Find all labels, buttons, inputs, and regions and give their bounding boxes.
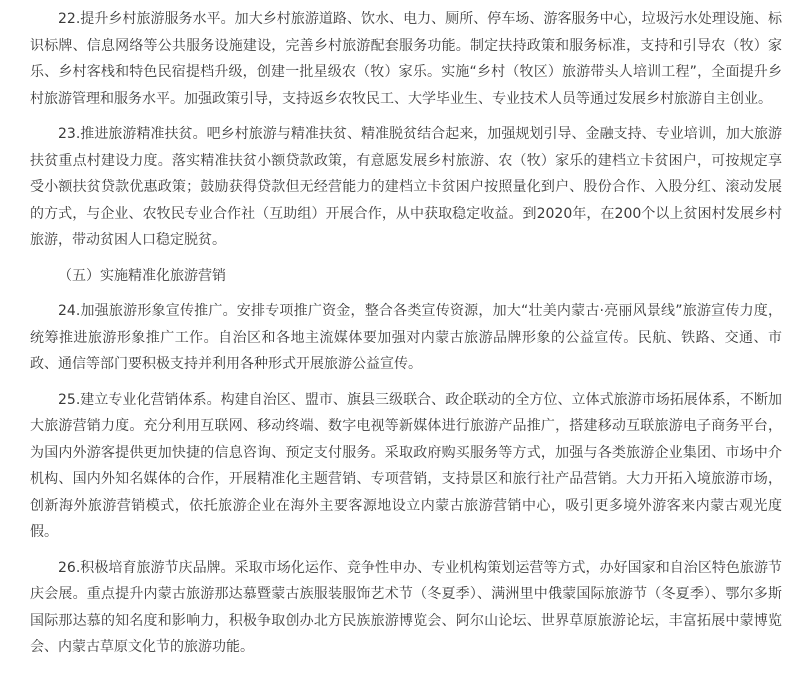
paragraph-24: 24.加强旅游形象宣传推广。安排专项推广资金，整合各类宣传资源，加大“壮美内蒙古·亮丽风景线”旅游宣传力度，统筹推进旅游形象推广工作。自治区和各地主流媒体要加强对内蒙古旅游品牌形象的公益宣传。民航、铁路、交通、市政、通信等部门要积极支持并利用各种形式开展旅游公益宣传。 bbox=[30, 303, 782, 372]
paragraph-25: 25.建立专业化营销体系。构建自治区、盟市、旗县三级联合、政企联动的全方位、立体式旅游市场拓展体系，不断加大旅游营销力度。充分利用互联网、移动终端、数字电视等新媒体进行旅游产品推广，搭建移动互联旅游电子商务平台，为国内外游客提供更加快捷的信息咨询、预定支付服务。采取政府购买服务等方式，加强与各类旅游企业集团、市场中介机构、国内外知名媒体的合作，开展精准化主题营销、专项营销，支持景区和旅行社产品营销。大力开拓入境旅游市场，创新海外旅游营销模式，依托旅游企业在海外主要客源地设立内蒙古旅游营销中心，吸引更多境外游客来内蒙古观光度假。 bbox=[30, 391, 782, 540]
paragraph-22: 22.提升乡村旅游服务水平。加大乡村旅游道路、饮水、电力、厕所、停车场、游客服务中心，垃圾污水处理设施、标识标牌、信息网络等公共服务设施建设，完善乡村旅游配套服务功能。制定扶持政策和服务标准，支持和引导农（牧）家乐、乡村客栈和特色民宿提档升级，创建一批星级农（牧）家乐。实施“乡村（牧区）旅游带头人培训工程”，全面提升乡村旅游管理和服务水平。加强政策引导，支持返乡农牧民工、大学毕业生、专业技术人员等通过发展乡村旅游自主创业。 bbox=[30, 11, 782, 107]
paragraph-26: 26.积极培育旅游节庆品牌。采取市场化运作、竞争性申办、专业机构策划运营等方式，办好国家和自治区特色旅游节庆会展。重点提升内蒙古旅游那达慕暨蒙古族服装服饰艺术节（冬夏季）、满洲里中俄蒙国际旅游节（冬夏季）、鄂尔多斯国际那达慕的知名度和影响力，积极争取创办北方民族旅游博览会、阿尔山论坛、世界草原旅游论坛，丰富拓展中蒙博览会、内蒙古草原文化节的旅游功能。 bbox=[30, 559, 782, 655]
section-heading: （五）实施精准化旅游营销 bbox=[58, 267, 226, 284]
paragraph-23: 23.推进旅游精准扶贫。吧乡村旅游与精准扶贫、精准脱贫结合起来，加强规划引导、金融支持、专业培训，加大旅游扶贫重点村建设力度。落实精准扶贫小额贷款政策，有意愿发展乡村旅游、农（牧）家乐的建档立卡贫困户，可按规定享受小额扶贫贷款优惠政策；鼓励获得贷款但无经营能力的建档立卡贫困户按照量化到户、股份合作、入股分红、滚动发展的方式，与企业、农牧民专业合作社（互助组）开展合作，从中获取稳定收益。到2020年，在200个以上贫困村发展乡村旅游，带动贫困人口稳定脱贫。 bbox=[30, 126, 782, 248]
